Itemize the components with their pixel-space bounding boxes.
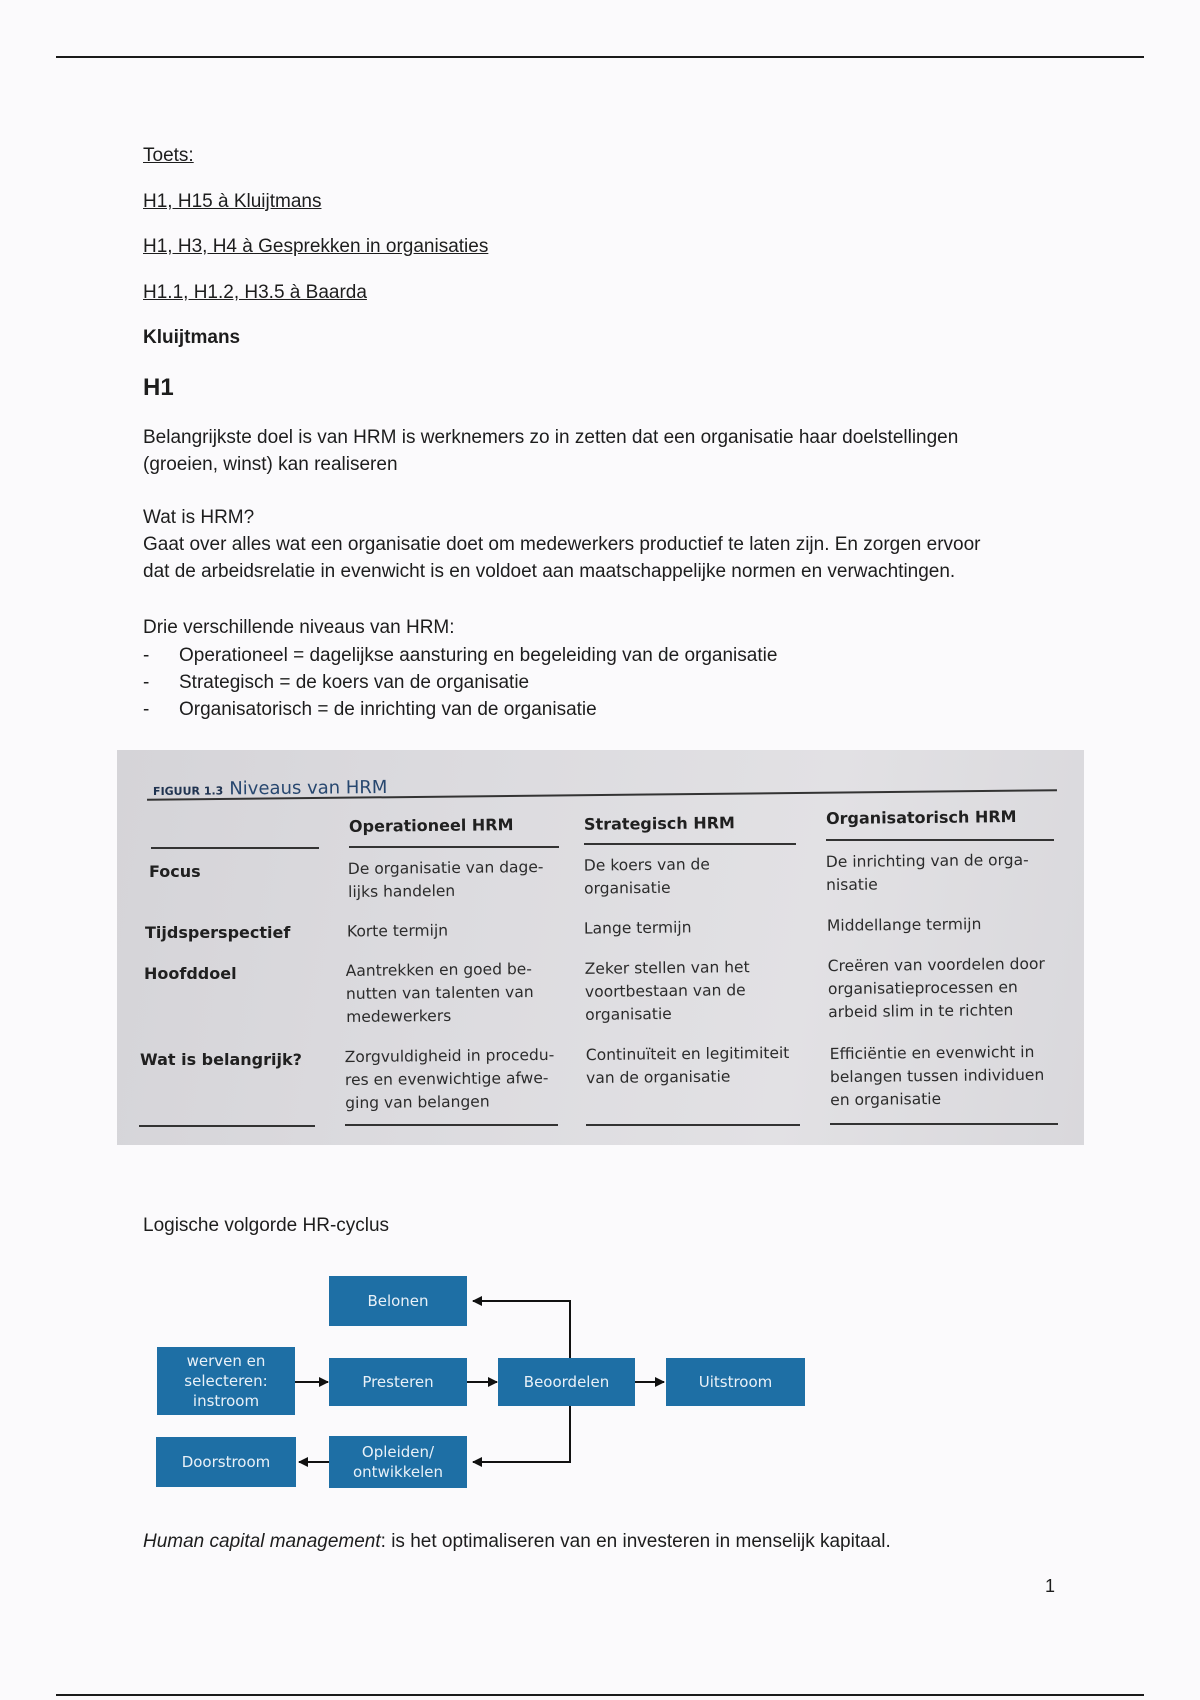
row-label-tijdsperspectief: Tijdsperspectief	[145, 923, 291, 942]
hcm-text: : is het optimaliseren van en investeren in menselijk kapitaal.	[380, 1531, 891, 1552]
cell-tijd-organisatorisch: Middellange termijn	[826, 915, 982, 935]
box-opleiden-ontwikkelen: Opleiden/ ontwikkelen	[329, 1436, 467, 1488]
reference-baarda: H1.1, H1.2, H3.5 à Baarda	[143, 282, 367, 303]
list-item: - Strategisch = de koers van de organisatie	[143, 669, 777, 696]
arrow-beoordelen-belonen	[473, 1301, 570, 1358]
reference-kluijtmans: H1, H15 à Kluijtmans	[143, 191, 322, 212]
column-header-strategisch: Strategisch HRM	[583, 813, 736, 834]
cell-focus-operationeel: De organisatie van dage- lijks handelen	[347, 857, 544, 902]
row-label-hoofddoel: Hoofddoel	[144, 964, 237, 983]
figure-title-text: Niveaus van HRM	[229, 776, 388, 800]
book-heading: Kluijtmans	[143, 327, 241, 348]
chapter-heading: H1	[143, 374, 174, 401]
cell-focus-strategisch: De koers van de organisatie	[583, 855, 710, 898]
figure-label: FIGUUR 1.3	[152, 784, 224, 799]
column-header-organisatorisch: Organisatorisch HRM	[825, 807, 1017, 828]
cell-hoofddoel-operationeel: Aantrekken en goed be- nutten van talenten van medewerkers	[345, 960, 534, 1026]
box-presteren: Presteren	[329, 1358, 467, 1406]
levels-intro: Drie verschillende niveaus van HRM:	[143, 617, 455, 638]
arrow-beoordelen-opleiden	[473, 1406, 570, 1462]
box-uitstroom: Uitstroom	[666, 1358, 805, 1406]
box-doorstroom: Doorstroom	[156, 1437, 296, 1487]
cell-tijd-operationeel: Korte termijn	[346, 921, 449, 941]
column-header-operationeel: Operationeel HRM	[348, 815, 514, 836]
toets-label: Toets:	[143, 145, 194, 166]
cell-tijd-strategisch: Lange termijn	[583, 918, 692, 938]
cell-belangrijk-organisatorisch: Efficiëntie en evenwicht in belangen tussen individuen en organisatie	[829, 1042, 1045, 1110]
paragraph-goal-line1: Belangrijkste doel is van HRM is werknemers zo in zetten dat een organisatie haar doelstellingen	[143, 427, 959, 448]
page-number: 1	[1045, 1576, 1056, 1596]
cell-focus-organisatorisch: De inrichting van de orga- nisatie	[825, 850, 1029, 895]
row-label-focus: Focus	[149, 862, 201, 881]
paragraph-hrm-line1: Gaat over alles wat een organisatie doet om medewerkers productief te laten zijn. En zorgen ervoor	[143, 534, 981, 555]
hcm-definition	[143, 1528, 891, 1555]
bottom-rule-page	[56, 1694, 1144, 1696]
cell-belangrijk-operationeel: Zorgvuldigheid in procedu- res en evenwichtige afwe- ging van belangen	[344, 1045, 555, 1113]
paragraph-goal-line2: (groeien, winst) kan realiseren	[143, 454, 398, 475]
question-hrm: Wat is HRM?	[143, 507, 255, 528]
cell-hoofddoel-strategisch: Zeker stellen van het voortbestaan van de organisatie	[584, 958, 750, 1024]
reference-gesprekken: H1, H3, H4 à Gesprekken in organisaties	[143, 236, 489, 257]
hcm-term: Human capital management	[143, 1531, 381, 1552]
list-item: - Operationeel = dagelijkse aansturing en begeleiding van de organisatie	[143, 642, 777, 669]
list-item: - Organisatorisch = de inrichting van de organisatie	[143, 696, 777, 723]
box-werven-selecteren: werven en selecteren: instroom	[157, 1347, 295, 1415]
paragraph-hrm-line2: dat de arbeidsrelatie in evenwicht is en voldoet aan maatschappelijke normen en verwachtingen.	[143, 561, 956, 582]
cycle-title: Logische volgorde HR-cyclus	[143, 1215, 390, 1236]
cell-hoofddoel-organisatorisch: Creëren van voordelen door organisatieprocessen en arbeid slim in te richten	[827, 954, 1045, 1022]
box-beoordelen: Beoordelen	[498, 1358, 635, 1406]
cell-belangrijk-strategisch: Continuïteit en legitimiteit van de organisatie	[585, 1043, 790, 1088]
box-belonen: Belonen	[329, 1276, 467, 1326]
row-label-belangrijk: Wat is belangrijk?	[140, 1050, 302, 1069]
